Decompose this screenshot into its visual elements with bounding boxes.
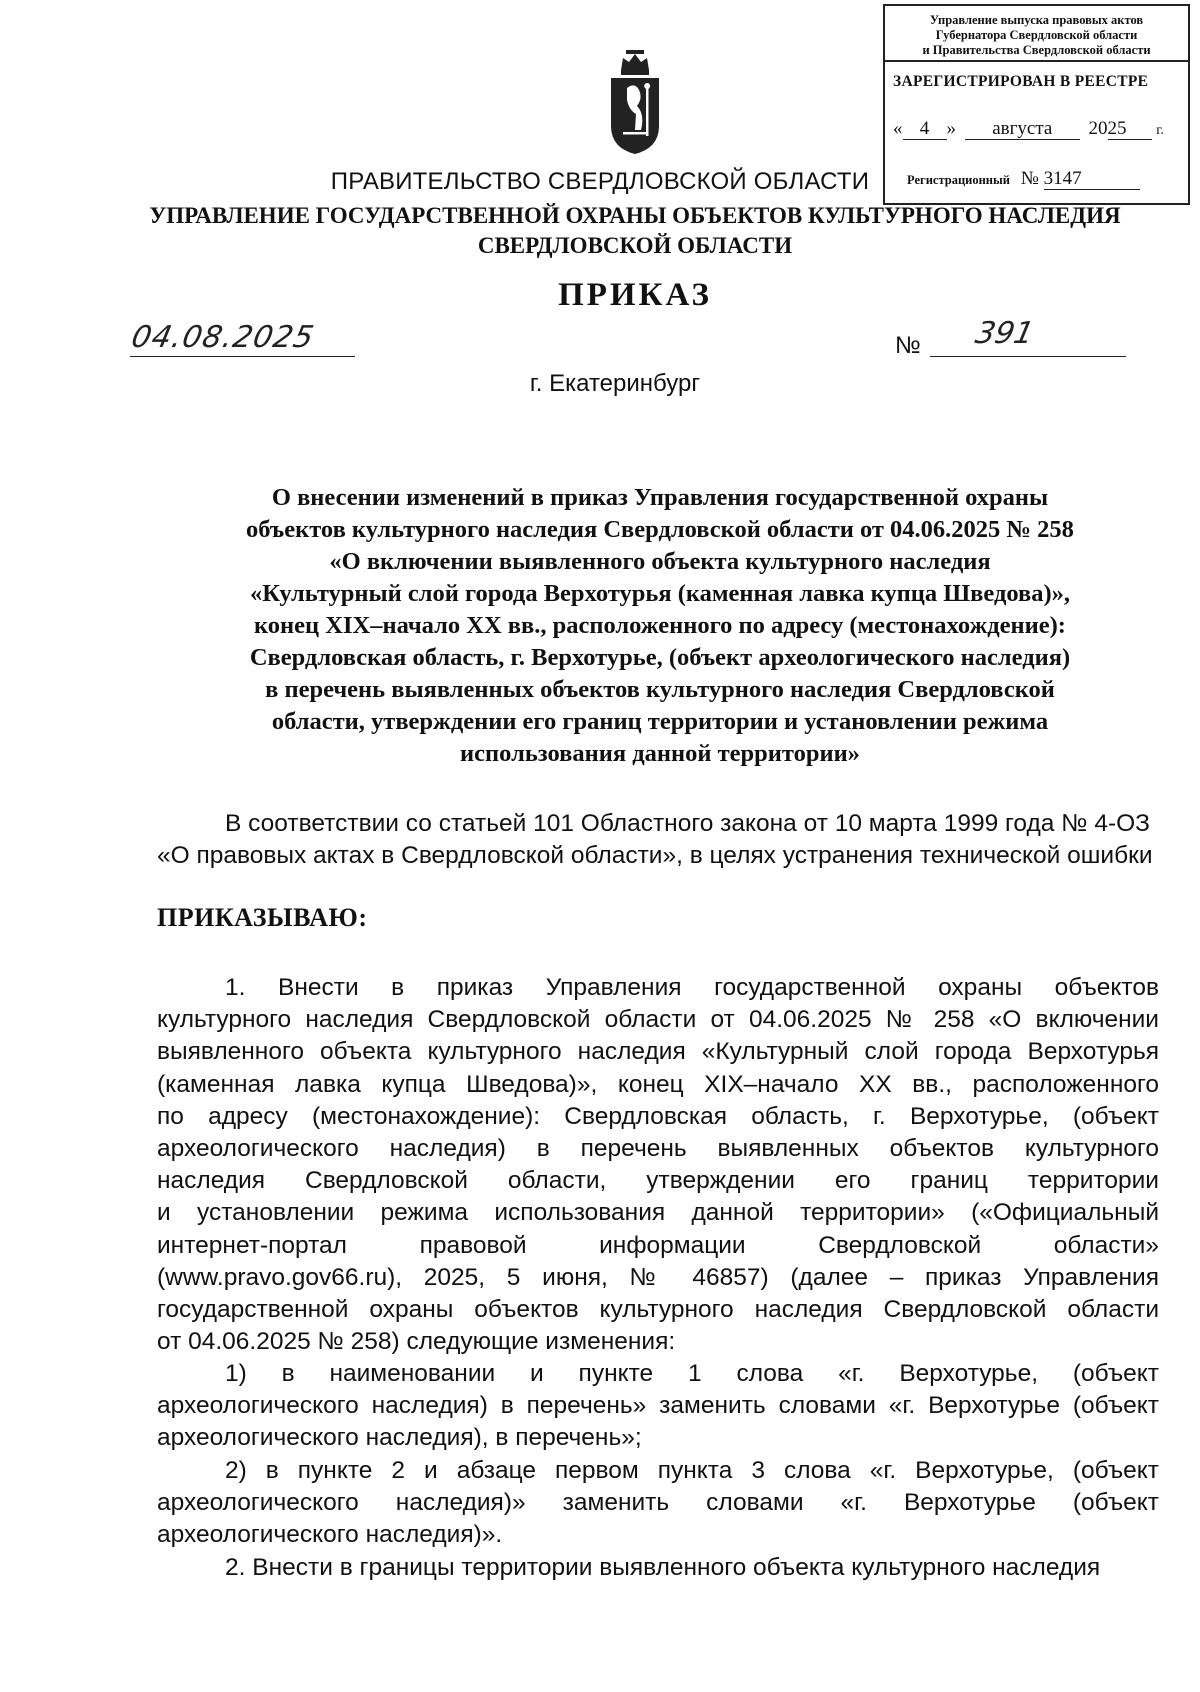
order-word: ПРИКАЗЫВАЮ:	[157, 903, 368, 932]
paragraph-line: культурного наследия Свердловской области от 04.06.2025 № 258 «О включении	[157, 1006, 1159, 1034]
stamp-day: 4	[903, 119, 947, 140]
stamp-header-line: и Правительства Свердловской области	[922, 43, 1151, 57]
subitem-line: археологического наследия), в перечень»;	[157, 1424, 642, 1452]
stamp-registered-label: ЗАРЕГИСТРИРОВАН В РЕЕСТРЕ	[893, 73, 1149, 90]
paragraph-line: (www.pravo.gov66.ru), 2025, 5 июня, № 46857) (далее – приказ Управления	[157, 1263, 1159, 1291]
paragraph-line: археологического наследия) в перечень выявленных объектов культурного	[157, 1135, 1159, 1163]
paragraph-line: интернет-портал правовой информации Свердловской области»	[157, 1231, 1159, 1259]
order-number-label: №	[895, 332, 921, 359]
stamp-month: августа	[965, 119, 1080, 140]
stamp-quote-close: »	[946, 118, 956, 139]
title-line: области, утверждении его границ территории и установлении режима	[271, 708, 1049, 735]
stamp-reg-number: 3147	[1044, 169, 1140, 190]
subitem-line: археологического наследия)».	[157, 1521, 503, 1549]
stamp-year-prefix: 20	[1088, 118, 1108, 139]
paragraph-2	[157, 1552, 1159, 1584]
stamp-year-unit: г.	[1156, 123, 1164, 138]
paragraph-line: 2. Внести в границы территории выявленного объекта культурного наследия	[225, 1554, 1101, 1581]
subitem-2	[157, 1455, 1159, 1552]
paragraph-1	[157, 972, 1159, 1358]
legal-basis	[157, 808, 1157, 872]
department-title-line1: УПРАВЛЕНИЕ ГОСУДАРСТВЕННОЙ ОХРАНЫ ОБЪЕКТОВ КУЛЬТУРНОГО НАСЛЕДИЯ	[149, 203, 1121, 228]
subitem-line: 1) в наименовании и пункте 1 слова «г. Верхотурье, (объект	[225, 1360, 1159, 1387]
city: г. Екатеринбург	[529, 370, 701, 397]
stamp-header-line: Губернатора Свердловской области	[935, 28, 1138, 42]
paragraph-line: выявленного объекта культурного наследия «Культурный слой города Верхотурья	[157, 1038, 1159, 1066]
stamp-header-line: Управление выпуска правовых актов	[929, 13, 1144, 27]
coat-of-arms-icon	[605, 48, 665, 156]
stamp-header	[885, 6, 1188, 62]
stamp-year-suffix: 25	[1108, 119, 1152, 140]
order-date-handwritten: 04.08.2025	[128, 320, 318, 355]
title-line: использования данной территории»	[460, 740, 860, 767]
order-title	[155, 482, 1165, 770]
document-type: ПРИКАЗ	[558, 277, 712, 313]
subitem-1	[157, 1358, 1159, 1455]
title-line: Свердловская область, г. Верхотурье, (объект археологического наследия)	[249, 644, 1071, 671]
stamp-no-sign: №	[1020, 168, 1039, 189]
subitem-line: археологического наследия) в перечень» заменить словами «г. Верхотурье (объект	[157, 1392, 1159, 1420]
stamp-reg-label: Регистрационный	[907, 173, 1010, 187]
title-line: конец XIX–начало XX вв., расположенного по адресу (местонахождение):	[254, 612, 1066, 639]
subitem-line: 2) в пункте 2 и абзаце первом пункта 3 слова «г. Верхотурье, (объект	[225, 1457, 1159, 1484]
order-number-handwritten: 391	[972, 316, 1037, 351]
title-line: в перечень выявленных объектов культурного наследия Свердловской	[265, 676, 1055, 703]
paragraph-line: 1. Внести в приказ Управления государственной охраны объектов	[225, 974, 1159, 1001]
paragraph-line: (каменная лавка купца Шведова)», конец XIX–начало XX вв., расположенного	[157, 1070, 1159, 1098]
title-line: «О включении выявленного объекта культурного наследия	[329, 548, 991, 575]
paragraph-line: от 04.06.2025 № 258) следующие изменения:	[157, 1328, 676, 1356]
paragraph-line: по адресу (местонахождение): Свердловская область, г. Верхотурье, (объект	[157, 1102, 1159, 1130]
government-title: ПРАВИТЕЛЬСТВО СВЕРДЛОВСКОЙ ОБЛАСТИ	[330, 168, 870, 195]
title-line: «Культурный слой города Верхотурья (каменная лавка купца Шведова)»,	[250, 580, 1070, 607]
subitem-line: археологического наследия)» заменить словами «г. Верхотурье (объект	[157, 1489, 1159, 1517]
basis-line: «О правовых актах в Свердловской области», в целях устранения технической ошибки	[157, 842, 1153, 869]
department-title-line2: СВЕРДЛОВСКОЙ ОБЛАСТИ	[477, 233, 793, 258]
order-number-field	[930, 316, 1126, 357]
title-line: объектов культурного наследия Свердловской области от 04.06.2025 № 258	[246, 516, 1074, 543]
paragraph-line: наследия Свердловской области, утверждении его границ территории	[157, 1167, 1159, 1195]
stamp-date	[893, 118, 1164, 140]
basis-line: В соответствии со статьей 101 Областного закона от 10 марта 1999 года № 4-ОЗ	[225, 810, 1150, 837]
order-date-field	[130, 322, 355, 357]
title-line: О внесении изменений в приказ Управления государственной охраны	[271, 484, 1049, 511]
paragraph-line: и установлении режима использования данной территории» («Официальный	[157, 1199, 1159, 1227]
paragraph-line: государственной охраны объектов культурного наследия Свердловской области	[157, 1296, 1159, 1324]
stamp-quote-open: «	[893, 118, 903, 139]
